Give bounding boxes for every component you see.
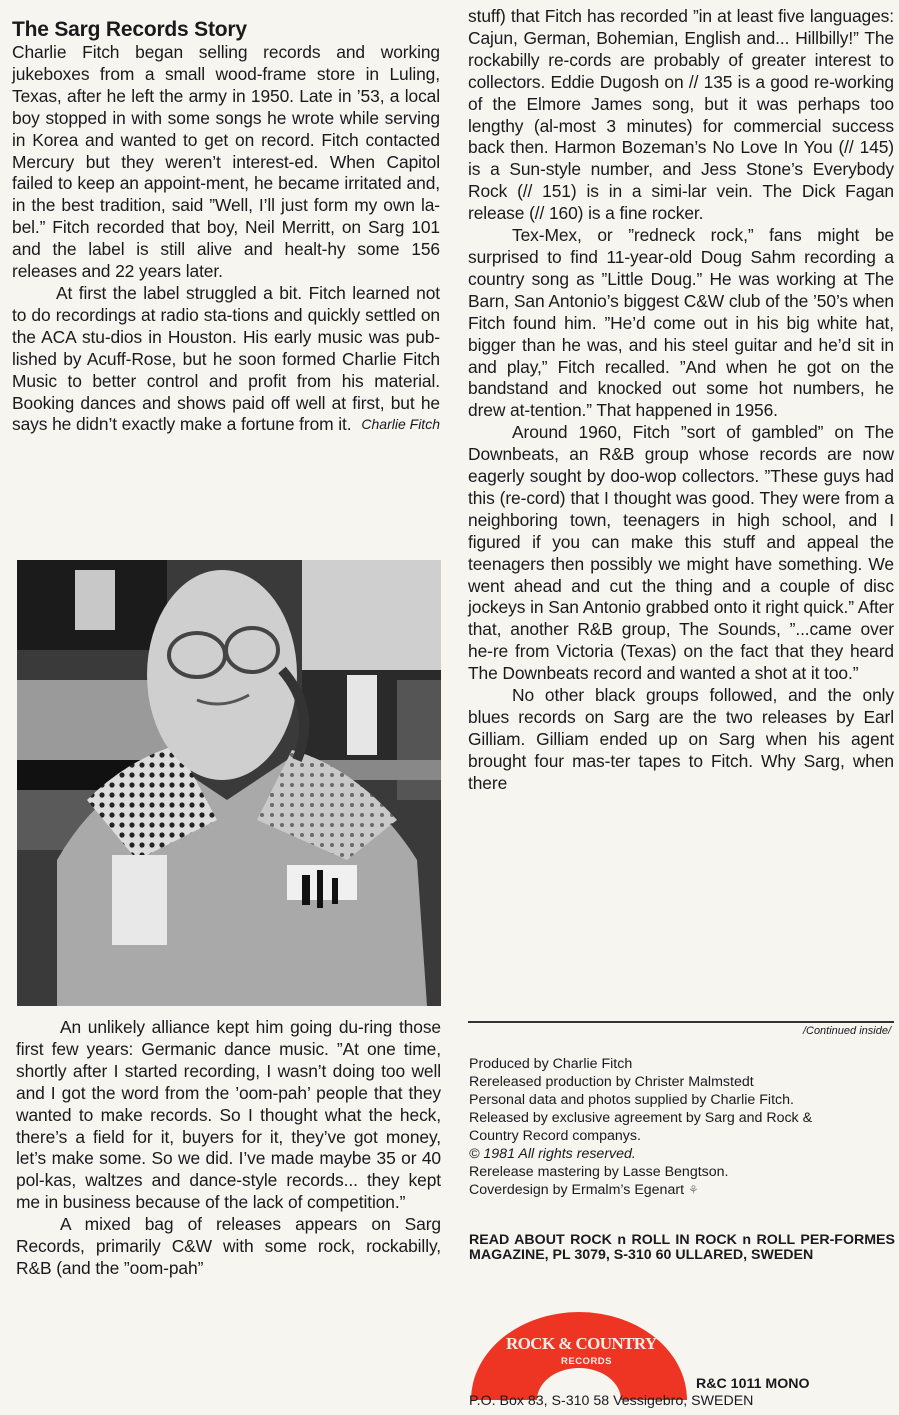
credits-block: [469, 1055, 897, 1199]
copyright-line: © 1981 All rights reserved.: [469, 1146, 636, 1162]
article-left-column: [12, 18, 440, 436]
article-title: The Sarg Records Story: [12, 18, 247, 41]
paragraph-8: No other black groups followed, and the only blues records on Sarg are the two releases by Earl Gilliam. Gilliam ended up on Sarg when his agent brought four mas-ter tapes to Fitch. Why Sarg, when there: [468, 685, 894, 793]
label-logo-icon: [471, 1308, 687, 1400]
label-name: ROCK & COUNTRY: [506, 1334, 657, 1353]
paragraph-1: Charlie Fitch began selling records and working jukeboxes from a small wood-frame store in Luling, Texas, after he left the army in 1950. Late in ’53, a local boy stopped in with some songs he wrote while serving in Korea and wanted to get on record. Fitch contacted Mercury but they weren’t interest-ed. When Capitol failed to keep an appoint-ment, he became irritated and, in the best tradition, said ”Well, I’ll just form my own la-bel.” Fitch recorded that boy, Neil Merritt, on Sarg 101 and the label is still alive and healt-hy some 156 releases and 22 years later.: [12, 42, 440, 282]
credit-line: Rerelease mastering by Lasse Bengtson.: [469, 1164, 729, 1180]
paragraph-3: An unlikely alliance kept him going du-ring those first few years: Germanic dance music. ”At one time, shortly after I started recording, I wasn’t doing too well and I got the word from the ’oom-pah’ people that they wanted to make records. So I thought what the heck, there’s a field for it, buyers for it, they’ve got money, let’s make some. So we did. I’ve made maybe 35 or 40 pol-kas, waltzes and dance-style records... they kept me in business because of the lack of competition.”: [16, 1017, 441, 1213]
catalog-number: R&C 1011 MONO: [696, 1376, 810, 1392]
photo-caption: Charlie Fitch: [361, 416, 440, 433]
credit-line: Produced by Charlie Fitch: [469, 1056, 633, 1072]
article-left-column-lower: [16, 1017, 441, 1280]
credit-line: Released by exclusive agreement by Sarg and Rock &: [469, 1110, 813, 1126]
credit-line: Country Record companys.: [469, 1128, 641, 1144]
portrait-photo: [17, 560, 441, 1006]
credit-text: Coverdesign by Ermalm’s Egenart: [469, 1182, 685, 1198]
article-right-column: [468, 6, 894, 795]
paragraph-4: A mixed bag of releases appears on Sarg Records, primarily C&W with some rock, rockabilly, R&B (and the ”oom-pah”: [16, 1214, 441, 1278]
paragraph-2: At first the label struggled a bit. Fitch learned not to do recordings at radio sta-tions and quickly settled on the ACA stu-dios in Houston. His early music was pub-lished by Acuff-Rose, but he soon formed Charlie Fitch Music to better control and profit from his material. Booking dances and shows paid off well at first, but he says he didn’t exactly make a fortune from it.: [12, 282, 440, 435]
paragraph-7: Around 1960, Fitch ”sort of gambled” on The Downbeats, an R&B group whose records are now eagerly sought by doo-wop collectors. ”These guys had this (re-cord) that I thought was good. They were from a neighboring town, teenagers in high school, and I figured if you can make this stuff and appeal the teenagers then possibly we might have something. We went ahead and cut the thing and a couple of disc jockeys in San Antonio grabbed onto it right quick.” After that, another R&B group, The Sounds, ”...came over he-re from Victoria (Texas) on the fact that they heard The Downbeats record and wanted a shot at it too.”: [468, 422, 894, 684]
credit-line: Rereleased production by Christer Malmstedt: [469, 1074, 754, 1090]
divider-rule: [468, 1021, 894, 1023]
magazine-promo: READ ABOUT ROCK n ROLL IN ROCK n ROLL PER-FORMES MAGAZINE, PL 3079, S-310 60 ULLARED, SWEDEN: [469, 1232, 895, 1263]
credit-line: Personal data and photos supplied by Charlie Fitch.: [469, 1092, 794, 1108]
paragraph-6: Tex-Mex, or ”redneck rock,” fans might be surprised to find 11-year-old Doug Sahm recording a country song as ”Little Doug.” He was working at The Barn, San Antonio’s biggest C&W club of the ’50’s when Fitch found him. ”He’d come out in his big white hat, bigger than he was, and his steel guitar and he’d sit in and play,” Fitch recalled. ”And when he got on the bandstand and knocked out some hot numbers, he drew at-tention.” That happened in 1956.: [468, 225, 894, 421]
label-subtitle: RECORDS: [561, 1356, 613, 1367]
designer-mark-icon: ⚘: [687, 1183, 699, 1197]
paragraph-5: stuff) that Fitch has recorded ”in at least five languages: Cajun, German, Bohemian, English and... Hillbilly!” The rockabilly re-cords are probably of greater interest to collectors. Eddie Dugosh on // 135 is a good re-working of the Elmore James song, but it was perhaps too lengthy (al-most 3 minutes) for commercial success back then. Harmon Bozeman’s No Love In You (// 145) is a Sun-style number, and Jess Stone’s Everybody Rock (// 151) is in a simi-lar vein. The Dick Fagan release (// 160) is a fine rocker.: [468, 6, 894, 224]
credit-line: [469, 1181, 897, 1199]
label-address: P.O. Box 83, S-310 58 Vessigebro, SWEDEN: [469, 1393, 754, 1409]
continued-note: /Continued inside/: [802, 1025, 891, 1037]
